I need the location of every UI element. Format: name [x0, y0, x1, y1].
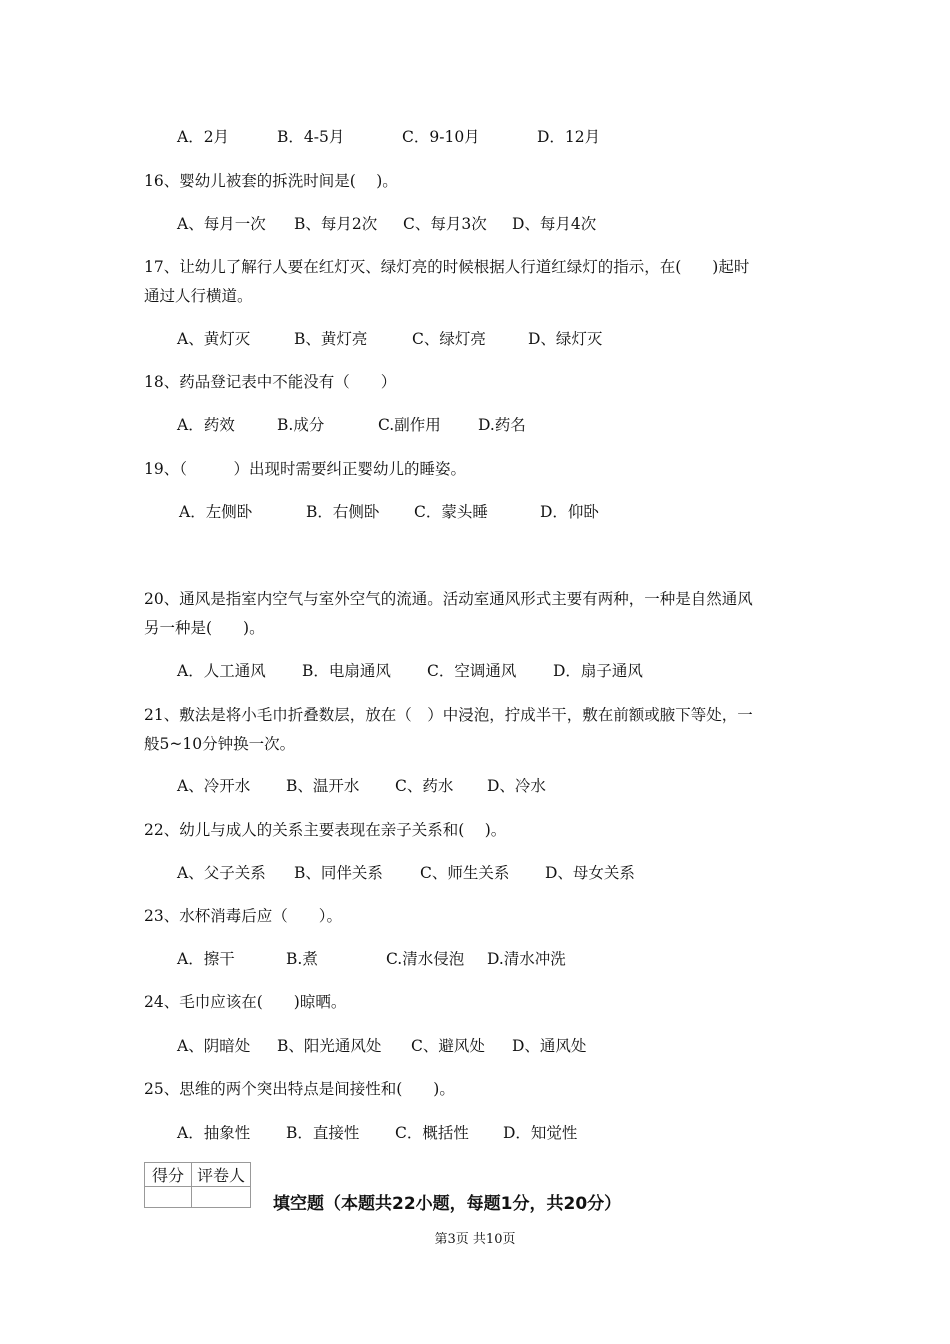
q18-option-d: D.药名 [478, 416, 526, 434]
q21-stem-line2: 般5~10分钟换一次。 [144, 735, 296, 753]
q18-stem: 18、药品登记表中不能没有（ ） [144, 373, 397, 391]
q15-option-c: C．9-10月 [402, 128, 480, 146]
q24-option-d: D、通风处 [512, 1037, 587, 1055]
page-footer: 第3页 共10页 [434, 1232, 516, 1247]
q22-option-d: D、母女关系 [545, 864, 635, 882]
q23-option-d: D.清水冲洗 [487, 950, 566, 968]
q24-option-b: B、阳光通风处 [277, 1037, 382, 1055]
q17-option-d: D、绿灯灭 [528, 330, 603, 348]
q15-option-b: B．4-5月 [277, 128, 345, 146]
q20-option-a: A．人工通风 [177, 662, 266, 680]
q16-stem: 16、婴幼儿被套的拆洗时间是( )。 [144, 172, 398, 190]
q23-option-c: C.清水侵泡 [386, 950, 465, 968]
q20-stem-line2: 另一种是( )。 [144, 619, 265, 637]
q23-stem: 23、水杯消毒后应（ ）。 [144, 907, 342, 925]
q18-option-c: C.副作用 [378, 416, 441, 434]
q21-option-c: C、药水 [395, 777, 454, 795]
q19-option-c: C．蒙头睡 [414, 503, 488, 521]
q20-stem-line1: 20、通风是指室内空气与室外空气的流通。活动室通风形式主要有两种，一种是自然通风 [144, 590, 753, 608]
q17-stem-line1: 17、让幼儿了解行人要在红灯灭、绿灯亮的时候根据人行道红绿灯的指示，在( )起时 [144, 258, 750, 276]
q22-stem: 22、幼儿与成人的关系主要表现在亲子关系和( )。 [144, 821, 507, 839]
q25-option-d: D．知觉性 [503, 1124, 578, 1142]
q19-stem: 19、（ ）出现时需要纠正婴幼儿的睡姿。 [144, 460, 466, 478]
q23-option-a: A．擦干 [177, 950, 235, 968]
q24-stem: 24、毛巾应该在( )晾晒。 [144, 993, 347, 1011]
q21-stem-line1: 21、敷法是将小毛巾折叠数层，放在（ ）中浸泡，拧成半干，敷在前额或腋下等处，一 [144, 706, 753, 724]
q20-option-b: B．电扇通风 [302, 662, 391, 680]
q20-option-c: C．空调通风 [427, 662, 517, 680]
q15-option-d: D．12月 [537, 128, 601, 146]
q17-option-c: C、绿灯亮 [412, 330, 486, 348]
q16-option-d: D、每月4次 [512, 215, 597, 233]
q24-option-c: C、避风处 [411, 1037, 485, 1055]
q17-stem-line2: 通过人行横道。 [144, 287, 253, 305]
q16-option-b: B、每月2次 [294, 215, 378, 233]
score-table [144, 1162, 251, 1208]
q19-option-b: B．右侧卧 [306, 503, 380, 521]
q22-option-a: A、父子关系 [177, 864, 266, 882]
q22-option-c: C、师生关系 [420, 864, 510, 882]
q20-option-d: D．扇子通风 [553, 662, 643, 680]
q21-option-a: A、冷开水 [177, 777, 251, 795]
q23-option-b: B.煮 [286, 950, 318, 968]
grader-cell [192, 1187, 251, 1208]
q25-stem: 25、思维的两个突出特点是间接性和( )。 [144, 1080, 455, 1098]
q16-option-a: A、每月一次 [177, 215, 266, 233]
q25-option-a: A．抽象性 [177, 1124, 251, 1142]
q25-option-c: C．概括性 [395, 1124, 469, 1142]
q19-option-d: D．仰卧 [540, 503, 599, 521]
score-cell [145, 1187, 192, 1208]
q22-option-b: B、同伴关系 [294, 864, 383, 882]
q24-option-a: A、阴暗处 [177, 1037, 251, 1055]
section-title: 填空题（本题共22小题，每题1分，共20分） [273, 1194, 622, 1214]
q18-option-a: A．药效 [177, 416, 235, 434]
q18-option-b: B.成分 [277, 416, 325, 434]
q17-option-b: B、黄灯亮 [294, 330, 368, 348]
q17-option-a: A、黄灯灭 [177, 330, 251, 348]
q19-option-a: A．左侧卧 [179, 503, 253, 521]
q15-option-a: A．2月 [177, 128, 230, 146]
q25-option-b: B．直接性 [286, 1124, 360, 1142]
grader-header: 评卷人 [192, 1163, 251, 1187]
q21-option-d: D、冷水 [487, 777, 546, 795]
q21-option-b: B、温开水 [286, 777, 360, 795]
q16-option-c: C、每月3次 [403, 215, 487, 233]
score-header: 得分 [145, 1163, 192, 1187]
